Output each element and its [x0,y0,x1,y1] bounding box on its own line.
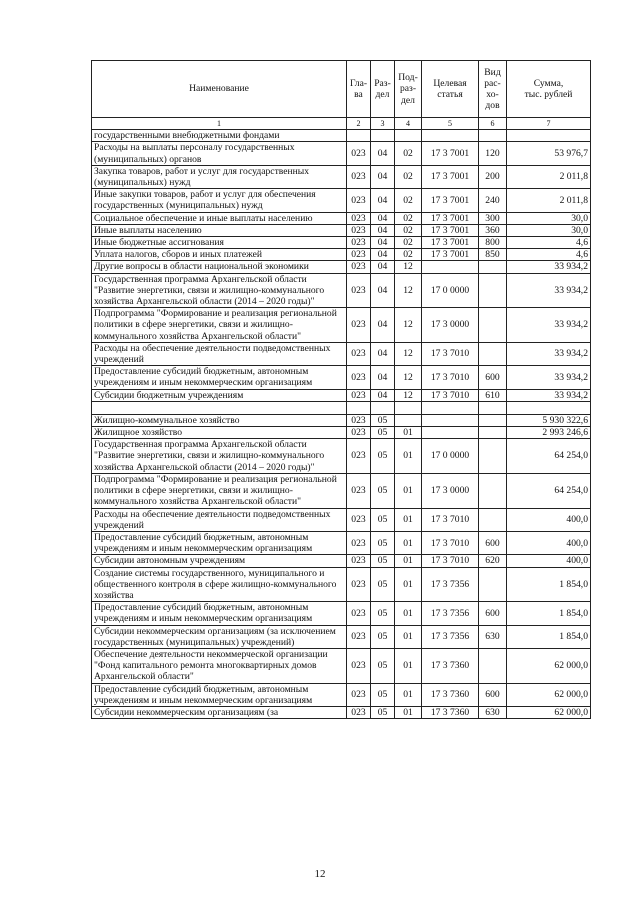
table-row [92,555,591,567]
column-number: 7 [507,118,591,130]
column-number: 3 [371,118,395,130]
cell-razdel: 05 [371,602,395,625]
cell-podrazdel: 02 [395,165,422,188]
cell-name: Субсидии автономным учреждениям [92,555,347,567]
header-celevaya: Целевая статья [422,61,479,118]
cell-glava: 023 [347,261,371,273]
cell-glava: 023 [347,308,371,343]
cell-glava: 023 [347,427,371,439]
cell-podrazdel: 02 [395,189,422,212]
cell-summa: 1 854,0 [507,567,591,602]
table-row [92,142,591,165]
column-number: 2 [347,118,371,130]
column-number-row [92,118,591,130]
cell-summa: 30,0 [507,224,591,236]
cell-podrazdel: 12 [395,273,422,308]
table-row [92,401,591,414]
cell-glava: 023 [347,237,371,249]
cell-razdel: 05 [371,648,395,683]
table-row [92,130,591,142]
cell-razdel [371,130,395,142]
cell-razdel: 05 [371,439,395,474]
cell-vid [479,473,507,508]
cell-glava: 023 [347,189,371,212]
cell-podrazdel: 12 [395,389,422,401]
cell-vid [479,439,507,474]
cell-razdel: 05 [371,683,395,706]
cell-podrazdel: 01 [395,602,422,625]
cell-summa: 1 854,0 [507,625,591,648]
cell-razdel: 04 [371,389,395,401]
table-row [92,706,591,718]
cell-summa: 30,0 [507,212,591,224]
column-number: 5 [422,118,479,130]
cell-glava: 023 [347,508,371,531]
cell-razdel: 05 [371,531,395,554]
cell-vid [479,273,507,308]
cell-glava: 023 [347,366,371,389]
cell-celevaya: 17 3 7360 [422,648,479,683]
cell-name: Субсидии некоммерческим организациям (за исключением государственных (муниципальных) учреждений) [92,625,347,648]
table-row [92,414,591,426]
table-row [92,427,591,439]
cell-podrazdel: 02 [395,142,422,165]
cell-podrazdel: 02 [395,224,422,236]
cell-vid [479,308,507,343]
column-number: 4 [395,118,422,130]
cell-name: Предоставление субсидий бюджетным, автономным учреждениям и иным некоммерческим организациям [92,683,347,706]
cell-podrazdel: 02 [395,237,422,249]
table-row [92,389,591,401]
table-row [92,273,591,308]
cell-celevaya [422,401,479,414]
cell-vid: 240 [479,189,507,212]
cell-vid [479,401,507,414]
table-row [92,683,591,706]
cell-razdel: 05 [371,427,395,439]
cell-razdel: 05 [371,567,395,602]
cell-razdel: 05 [371,508,395,531]
cell-celevaya: 17 3 7001 [422,189,479,212]
cell-razdel: 04 [371,273,395,308]
table-row [92,342,591,365]
cell-vid: 630 [479,706,507,718]
cell-name: Социальное обеспечение и иные выплаты населению [92,212,347,224]
cell-summa [507,130,591,142]
cell-name: Субсидии бюджетным учреждениям [92,389,347,401]
cell-glava: 023 [347,165,371,188]
table-row [92,224,591,236]
table-row [92,625,591,648]
cell-glava: 023 [347,414,371,426]
cell-vid: 200 [479,165,507,188]
column-number: 6 [479,118,507,130]
cell-celevaya [422,261,479,273]
cell-celevaya: 17 0 0000 [422,273,479,308]
cell-glava: 023 [347,648,371,683]
column-number: 1 [92,118,347,130]
cell-summa: 4,6 [507,249,591,261]
page-number: 12 [314,868,326,880]
cell-celevaya: 17 0 0000 [422,439,479,474]
cell-razdel: 04 [371,366,395,389]
header-razdel: Раз- дел [371,61,395,118]
cell-glava: 023 [347,683,371,706]
cell-summa: 2 011,8 [507,189,591,212]
cell-razdel: 04 [371,237,395,249]
cell-podrazdel: 01 [395,625,422,648]
cell-celevaya: 17 3 7360 [422,683,479,706]
cell-vid [479,261,507,273]
cell-summa: 62 000,0 [507,648,591,683]
budget-table [91,60,591,719]
cell-name: Предоставление субсидий бюджетным, автономным учреждениям и иным некоммерческим организациям [92,366,347,389]
table-row [92,508,591,531]
header-glava: Гла- ва [347,61,371,118]
table-row [92,249,591,261]
cell-razdel: 04 [371,189,395,212]
table-row [92,237,591,249]
header-podrazdel: Под- раз- дел [395,61,422,118]
cell-summa: 62 000,0 [507,683,591,706]
cell-podrazdel: 01 [395,427,422,439]
cell-podrazdel: 01 [395,706,422,718]
cell-podrazdel: 01 [395,439,422,474]
cell-vid: 600 [479,531,507,554]
cell-celevaya: 17 3 7360 [422,706,479,718]
cell-name: Иные выплаты населению [92,224,347,236]
cell-summa: 4,6 [507,237,591,249]
cell-name: Расходы на выплаты персоналу государственных (муниципальных) органов [92,142,347,165]
cell-podrazdel: 02 [395,212,422,224]
cell-vid: 600 [479,683,507,706]
cell-summa: 2 993 246,6 [507,427,591,439]
cell-glava: 023 [347,531,371,554]
table-row [92,308,591,343]
cell-summa: 400,0 [507,508,591,531]
header-summa: Сумма, тыс. рублей [507,61,591,118]
table-row [92,602,591,625]
cell-name: Создание системы государственного, муниципального и общественного контроля в сфере жилищно-коммунального хозяйства [92,567,347,602]
cell-glava: 023 [347,555,371,567]
cell-podrazdel: 01 [395,683,422,706]
cell-celevaya: 17 3 7010 [422,389,479,401]
cell-celevaya: 17 3 7356 [422,567,479,602]
cell-vid [479,508,507,531]
cell-glava: 023 [347,625,371,648]
cell-razdel: 04 [371,142,395,165]
cell-razdel: 05 [371,555,395,567]
cell-celevaya: 17 3 7001 [422,165,479,188]
cell-summa: 33 934,2 [507,389,591,401]
cell-vid: 600 [479,602,507,625]
cell-glava: 023 [347,602,371,625]
cell-name [92,401,347,414]
cell-vid: 620 [479,555,507,567]
cell-summa [507,401,591,414]
cell-celevaya: 17 3 7356 [422,602,479,625]
cell-celevaya: 17 3 7010 [422,531,479,554]
cell-name: Иные закупки товаров, работ и услуг для обеспечения государственных (муниципальных) нужд [92,189,347,212]
cell-podrazdel [395,130,422,142]
cell-vid [479,427,507,439]
cell-name: Иные бюджетные ассигнования [92,237,347,249]
cell-glava: 023 [347,389,371,401]
cell-name: Уплата налогов, сборов и иных платежей [92,249,347,261]
cell-razdel: 05 [371,625,395,648]
cell-celevaya: 17 3 7010 [422,366,479,389]
cell-name: Предоставление субсидий бюджетным, автономным учреждениям и иным некоммерческим организациям [92,602,347,625]
cell-podrazdel: 12 [395,261,422,273]
header-vid: Вид рас- хо- дов [479,61,507,118]
cell-razdel: 04 [371,249,395,261]
cell-razdel: 04 [371,165,395,188]
cell-podrazdel [395,414,422,426]
cell-summa: 33 934,2 [507,261,591,273]
cell-celevaya: 17 3 7010 [422,555,479,567]
cell-name: Закупка товаров, работ и услуг для государственных (муниципальных) нужд [92,165,347,188]
cell-razdel: 04 [371,342,395,365]
cell-celevaya [422,427,479,439]
table-body [92,130,591,719]
cell-podrazdel: 12 [395,308,422,343]
cell-summa: 64 254,0 [507,439,591,474]
cell-razdel: 05 [371,473,395,508]
cell-razdel: 05 [371,414,395,426]
cell-name: Обеспечение деятельности некоммерческой организации "Фонд капитального ремонта многоквартирных домов Архангельской области" [92,648,347,683]
cell-vid: 850 [479,249,507,261]
cell-summa: 1 854,0 [507,602,591,625]
table-row [92,212,591,224]
cell-podrazdel: 01 [395,567,422,602]
cell-name: государственными внебюджетными фондами [92,130,347,142]
cell-name: Жилищно-коммунальное хозяйство [92,414,347,426]
cell-summa: 62 000,0 [507,706,591,718]
cell-summa: 33 934,2 [507,273,591,308]
cell-summa: 33 934,2 [507,366,591,389]
cell-summa: 33 934,2 [507,342,591,365]
cell-vid: 630 [479,625,507,648]
table-row [92,261,591,273]
cell-podrazdel: 12 [395,366,422,389]
cell-glava: 023 [347,212,371,224]
table-row [92,165,591,188]
cell-name: Расходы на обеспечение деятельности подведомственных учреждений [92,508,347,531]
cell-celevaya: 17 3 7001 [422,249,479,261]
cell-celevaya: 17 3 7010 [422,342,479,365]
cell-podrazdel: 01 [395,555,422,567]
cell-glava: 023 [347,473,371,508]
cell-name: Подпрограмма "Формирование и реализация региональной политики в сфере энергетики, связи и жилищно-коммунального хозяйства Архангельской области" [92,473,347,508]
cell-vid: 600 [479,366,507,389]
cell-podrazdel: 01 [395,508,422,531]
cell-celevaya: 17 3 7001 [422,142,479,165]
table-row [92,531,591,554]
table-row [92,366,591,389]
cell-vid [479,130,507,142]
cell-podrazdel: 01 [395,648,422,683]
cell-glava: 023 [347,706,371,718]
cell-glava: 023 [347,273,371,308]
cell-podrazdel: 01 [395,531,422,554]
table-row [92,567,591,602]
cell-name: Государственная программа Архангельской области "Развитие энергетики, связи и жилищно-коммунального хозяйства Архангельской области (2014 – 2020 годы)" [92,273,347,308]
cell-vid: 800 [479,237,507,249]
cell-celevaya: 17 3 0000 [422,473,479,508]
cell-razdel: 05 [371,706,395,718]
cell-summa: 400,0 [507,555,591,567]
cell-razdel [371,401,395,414]
cell-vid: 300 [479,212,507,224]
cell-razdel: 04 [371,224,395,236]
table-row [92,648,591,683]
cell-vid: 360 [479,224,507,236]
cell-celevaya: 17 3 7001 [422,224,479,236]
cell-name: Другие вопросы в области национальной экономики [92,261,347,273]
cell-celevaya: 17 3 7010 [422,508,479,531]
cell-name: Субсидии некоммерческим организациям (за [92,706,347,718]
cell-celevaya: 17 3 0000 [422,308,479,343]
cell-glava [347,130,371,142]
cell-celevaya [422,130,479,142]
cell-summa: 33 934,2 [507,308,591,343]
cell-summa: 64 254,0 [507,473,591,508]
cell-name: Государственная программа Архангельской области "Развитие энергетики, связи и жилищно-коммунального хозяйства Архангельской области (2014 – 2020 годы)" [92,439,347,474]
cell-vid: 120 [479,142,507,165]
cell-glava: 023 [347,142,371,165]
cell-podrazdel: 01 [395,473,422,508]
cell-celevaya [422,414,479,426]
cell-celevaya: 17 3 7001 [422,212,479,224]
header-row [92,61,591,118]
cell-podrazdel: 12 [395,342,422,365]
header-name: Наименование [92,61,347,118]
table-row [92,189,591,212]
table-row [92,473,591,508]
cell-name: Подпрограмма "Формирование и реализация региональной политики в сфере энергетики, связи и жилищно-коммунального хозяйства Архангельской области" [92,308,347,343]
cell-glava: 023 [347,567,371,602]
cell-glava: 023 [347,342,371,365]
cell-summa: 53 976,7 [507,142,591,165]
cell-name: Расходы на обеспечение деятельности подведомственных учреждений [92,342,347,365]
cell-glava: 023 [347,249,371,261]
cell-name: Предоставление субсидий бюджетным, автономным учреждениям и иным некоммерческим организациям [92,531,347,554]
cell-summa: 2 011,8 [507,165,591,188]
cell-vid [479,342,507,365]
cell-vid: 610 [479,389,507,401]
cell-glava: 023 [347,439,371,474]
cell-celevaya: 17 3 7001 [422,237,479,249]
cell-vid [479,567,507,602]
cell-glava [347,401,371,414]
cell-name: Жилищное хозяйство [92,427,347,439]
cell-vid [479,648,507,683]
cell-glava: 023 [347,224,371,236]
cell-celevaya: 17 3 7356 [422,625,479,648]
cell-razdel: 04 [371,261,395,273]
cell-razdel: 04 [371,308,395,343]
cell-podrazdel [395,401,422,414]
table-row [92,439,591,474]
cell-razdel: 04 [371,212,395,224]
cell-podrazdel: 02 [395,249,422,261]
cell-summa: 400,0 [507,531,591,554]
cell-vid [479,414,507,426]
cell-summa: 5 930 322,6 [507,414,591,426]
